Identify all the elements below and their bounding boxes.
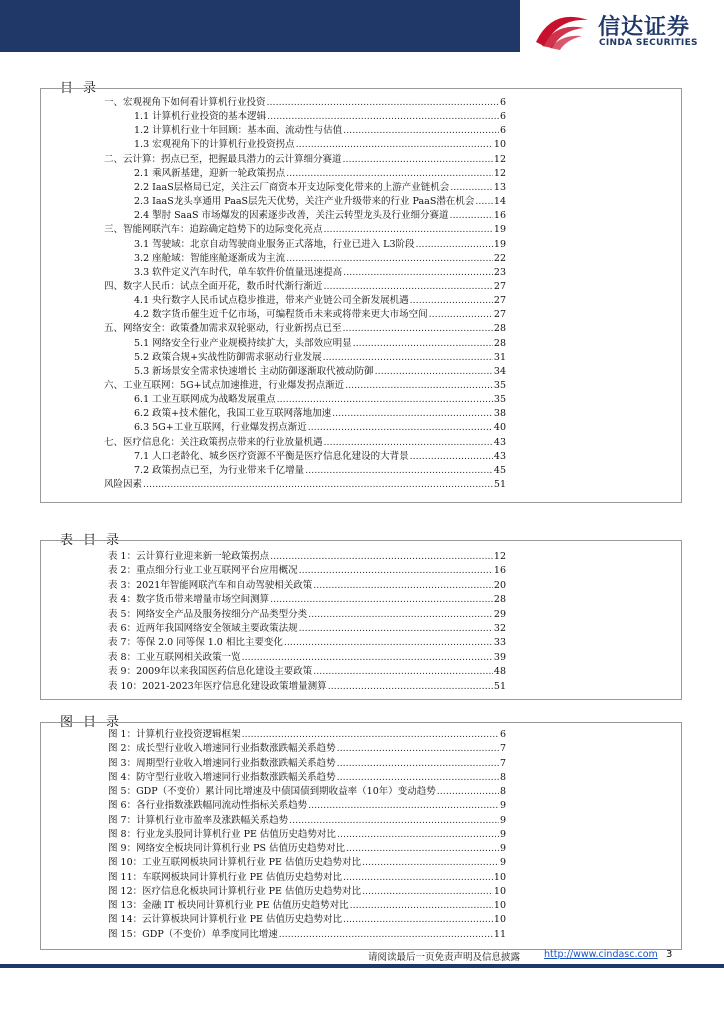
logo-chinese-name: 信达证券	[598, 15, 691, 40]
tables-entry[interactable]	[108, 665, 506, 678]
entry-page: 9	[499, 843, 506, 854]
dot-leader	[270, 593, 493, 606]
entry-page: 10	[493, 885, 506, 897]
contents-entry[interactable]	[104, 436, 506, 449]
entry-title: 图 4：防守型行业收入增速同行业指数涨跌幅关系趋势	[108, 771, 336, 783]
dot-leader	[475, 195, 493, 208]
contents-entry[interactable]	[104, 280, 506, 293]
entry-title: 图 14：云计算板块同计算机行业 PE 估值历史趋势对比	[108, 914, 342, 926]
contents-entry[interactable]	[134, 238, 506, 251]
entry-title: 2.2 IaaS层格局已定，关注云厂商资本开支边际变化带来的上游产业链机会	[134, 181, 450, 193]
entry-title: 6.3 5G+工业互联网，行业爆发拐点渐近	[134, 422, 307, 434]
tables-entry[interactable]	[108, 622, 506, 635]
entry-page: 8	[499, 786, 506, 797]
entry-title: 3.1 驾驶域：北京自动驾驶商业服务正式落地，行业已进入 L3阶段	[134, 238, 415, 250]
tables-entry[interactable]	[108, 651, 506, 664]
entry-page: 6	[499, 97, 506, 108]
tables-entry[interactable]	[108, 608, 506, 621]
dot-leader	[450, 209, 493, 222]
dot-leader	[410, 294, 493, 307]
page-number: 3	[666, 949, 673, 960]
entry-page: 12	[493, 551, 506, 562]
dot-leader	[362, 885, 493, 898]
contents-entry[interactable]	[104, 379, 506, 392]
entry-title: 5.2 政策合规+实战性防御需求驱动行业发展	[134, 351, 322, 363]
dot-leader	[343, 322, 493, 335]
entry-title: 表 4：数字货币带来增量市场空间测算	[108, 594, 270, 606]
entry-page: 12	[493, 153, 506, 165]
figures-section	[40, 714, 680, 940]
entry-page: 27	[493, 309, 506, 321]
entry-page: 43	[493, 436, 506, 448]
entry-title: 5.3 新场景安全需求快速增长 主动防御逐渐取代被动防御	[134, 365, 374, 377]
entry-title: 图 15：GDP（不变价）单季度同比增速	[108, 928, 278, 940]
entry-title: 2.1 乘风新基建，迎新一轮政策拐点	[134, 167, 286, 179]
entry-page: 48	[493, 666, 506, 678]
dot-leader	[429, 308, 493, 321]
entry-page: 9	[499, 814, 506, 826]
tables-entry[interactable]	[108, 550, 506, 563]
entry-title: 风险因素	[104, 479, 143, 491]
entry-title: 3.2 座舱域：智能座舱逐渐成为主流	[134, 252, 286, 264]
entry-title: 2.4 掣肘 SaaS 市场爆发的因素逐步改善，关注云转型龙头及行业细分赛道	[134, 210, 449, 222]
dot-leader	[299, 564, 493, 577]
entry-page: 20	[493, 579, 506, 591]
contents-entry[interactable]	[134, 167, 506, 180]
entry-title: 6.2 政策+技术催化，我国工业互联网落地加速	[134, 408, 332, 420]
dot-leader	[308, 799, 499, 812]
entry-title: 二、云计算：拐点已至，把握最具潜力的云计算细分赛道	[104, 153, 342, 165]
entry-page: 6	[499, 125, 506, 137]
entry-title: 2.3 IaaS龙头享通用 PaaS层先天优势，关注产业升级带来的行业 PaaS潜在机会	[134, 196, 475, 208]
dot-leader	[296, 138, 493, 151]
entry-title: 图 1：计算机行业投资逻辑框架	[108, 729, 241, 740]
contents-entry[interactable]	[104, 96, 506, 109]
disclaimer-text: 请阅读最后一页免责声明及信息披露	[368, 952, 521, 963]
figures-entry[interactable]	[108, 913, 506, 926]
entry-title: 图 7：计算机行业市盈率及涨跌幅关系趋势	[108, 814, 289, 826]
contents-entry[interactable]	[134, 365, 506, 378]
tables-entry[interactable]	[108, 579, 506, 592]
entry-page: 7	[499, 743, 506, 755]
entry-page: 28	[493, 337, 506, 349]
entry-page: 19	[493, 224, 506, 236]
contents-entry[interactable]	[134, 407, 506, 420]
contents-entry[interactable]	[134, 294, 506, 307]
entry-page: 6	[499, 729, 506, 740]
entry-page: 43	[493, 450, 506, 462]
dot-leader	[286, 167, 493, 180]
dot-leader	[299, 622, 493, 635]
dot-leader	[279, 928, 493, 941]
contents-entry[interactable]	[134, 138, 506, 151]
dot-leader	[362, 856, 499, 869]
dot-leader	[242, 728, 499, 741]
dot-leader	[416, 238, 493, 251]
entry-title: 1.3 宏观视角下的计算机行业投资拐点	[134, 139, 295, 151]
entry-page: 10	[493, 914, 506, 926]
entry-page: 19	[493, 238, 506, 250]
contents-entry[interactable]	[134, 464, 506, 477]
dot-leader	[289, 814, 499, 827]
contents-heading: 目录	[60, 81, 107, 96]
page-footer	[0, 946, 724, 966]
contents-entry[interactable]	[134, 450, 506, 463]
tables-entry[interactable]	[108, 593, 506, 606]
dot-leader	[337, 742, 499, 755]
dot-leader	[343, 266, 493, 279]
entry-title: 图 6：各行业指数涨跌幅同流动性指标关系趋势	[108, 800, 308, 812]
figures-entry[interactable]	[108, 856, 506, 869]
entry-title: 6.1 工业互联网成为战略发展重点	[134, 394, 276, 406]
contents-entry[interactable]	[134, 181, 506, 194]
entry-title: 表 10：2021-2023年医疗信息化建设政策增量测算	[108, 680, 327, 692]
contents-entry[interactable]	[134, 393, 506, 406]
dot-leader	[313, 579, 493, 592]
dot-leader	[337, 828, 499, 841]
dot-leader	[343, 124, 499, 137]
figures-entry[interactable]	[108, 771, 506, 784]
dot-leader	[450, 181, 493, 194]
tables-entry[interactable]	[108, 680, 506, 693]
entry-title: 表 8：工业互联网相关政策一览	[108, 651, 241, 663]
entry-page: 27	[493, 280, 506, 292]
entry-page: 22	[493, 252, 506, 264]
website-link[interactable]: http://www.cindasc.com	[544, 949, 658, 960]
figures-entry[interactable]	[108, 799, 506, 812]
entry-title: 表 3：2021年智能网联汽车和自动驾驶相关政策	[108, 579, 313, 591]
dot-leader	[286, 252, 493, 265]
dot-leader	[277, 393, 493, 406]
entry-page: 16	[493, 210, 506, 222]
entry-title: 一、宏观视角下如何看计算机行业投资	[104, 97, 266, 108]
entry-title: 图 12：医疗信息化板块同计算机行业 PE 估值历史趋势对比	[108, 885, 361, 897]
figures-entry[interactable]	[108, 814, 506, 827]
entry-page: 9	[499, 800, 506, 812]
entry-page: 10	[493, 871, 506, 883]
entry-page: 11	[493, 928, 506, 940]
contents-entry[interactable]	[104, 478, 506, 491]
figures-entry[interactable]	[108, 828, 506, 841]
figures-entry[interactable]	[108, 899, 506, 912]
entry-title: 表 6：近两年我国网络安全领域主要政策法规	[108, 623, 298, 634]
entry-title: 4.1 央行数字人民币试点稳步推进，带来产业链公司全新发展机遇	[134, 295, 409, 307]
figures-entry[interactable]	[108, 785, 506, 798]
entry-title: 表 1：云计算行业迎来新一轮政策拐点	[108, 551, 270, 562]
contents-entry[interactable]	[134, 124, 506, 137]
entry-page: 28	[493, 323, 506, 335]
entry-title: 表 5：网络安全产品及服务按细分产品类型分类	[108, 608, 308, 620]
entry-page: 32	[493, 623, 506, 634]
figures-entry[interactable]	[108, 728, 506, 741]
company-logo	[532, 10, 712, 54]
tables-heading: 表目录	[60, 533, 130, 548]
entry-page: 33	[493, 637, 506, 649]
dot-leader	[337, 771, 499, 784]
entry-title: 图 2：成长型行业收入增速同行业指数涨跌幅关系趋势	[108, 743, 336, 755]
entry-title: 图 13：金融 IT 板块同计算机行业 PE 估值历史趋势对比	[108, 900, 349, 911]
entry-title: 五、网络安全：政策叠加需求双轮驱动，行业新拐点已至	[104, 323, 342, 335]
entry-page: 9	[499, 857, 506, 869]
entry-page: 14	[493, 196, 506, 208]
dot-leader	[345, 379, 493, 392]
dot-leader	[346, 842, 499, 855]
contents-entry[interactable]	[134, 252, 506, 265]
dot-leader	[267, 110, 499, 123]
dot-leader	[410, 450, 493, 463]
entry-title: 1.1 计算机行业投资的基本逻辑	[134, 111, 267, 123]
contents-entry[interactable]	[134, 421, 506, 434]
entry-page: 12	[493, 167, 506, 179]
entry-page: 38	[493, 408, 506, 420]
entry-page: 51	[493, 680, 506, 692]
dot-leader	[343, 153, 493, 166]
entry-title: 图 5：GDP（不变价）累计同比增速及中债国债到期收益率（10年）变动趋势	[108, 786, 436, 797]
contents-entry[interactable]	[134, 209, 506, 222]
contents-entry[interactable]	[134, 337, 506, 350]
entry-page: 35	[493, 394, 506, 406]
entry-title: 图 11：车联网板块同计算机行业 PE 估值历史趋势对比	[108, 871, 342, 883]
entry-title: 7.1 人口老龄化、城乡医疗资源不平衡是医疗信息化建设的大背景	[134, 450, 409, 462]
entry-title: 表 2：重点细分行业工业互联网平台应用概况	[108, 565, 298, 577]
dot-leader	[242, 651, 493, 664]
dot-leader	[324, 223, 493, 236]
entry-title: 三、智能网联汽车：追踪确定趋势下的边际变化亮点	[104, 224, 323, 236]
entry-page: 7	[499, 757, 506, 769]
figures-entry[interactable]	[108, 871, 506, 884]
entry-page: 27	[493, 295, 506, 307]
dot-leader	[267, 96, 499, 109]
logo-english-name: CINDA SECURITIES	[599, 38, 698, 48]
dot-leader	[343, 913, 493, 926]
entry-page: 8	[499, 771, 506, 783]
dot-leader	[284, 636, 493, 649]
entry-page: 28	[493, 594, 506, 606]
entry-page: 51	[493, 479, 506, 491]
header-bar	[0, 0, 520, 52]
entry-title: 4.2 数字货币催生近千亿市场，可编程货币未来或将带来更大市场空间	[134, 309, 428, 321]
figures-entry[interactable]	[108, 885, 506, 898]
dot-leader	[270, 550, 493, 563]
tables-entry[interactable]	[108, 564, 506, 577]
entry-title: 七、医疗信息化：关注政策拐点带来的行业放量机遇	[104, 436, 323, 448]
dot-leader	[305, 464, 493, 477]
dot-leader	[353, 337, 493, 350]
entry-title: 图 8：行业龙头股同计算机行业 PE 估值历史趋势对比	[108, 828, 336, 840]
contents-entry[interactable]	[104, 153, 506, 166]
dot-leader	[337, 757, 499, 770]
contents-entry[interactable]	[134, 266, 506, 279]
entry-page: 10	[493, 139, 506, 151]
dot-leader	[143, 478, 493, 491]
contents-entry[interactable]	[134, 308, 506, 321]
tables-entry[interactable]	[108, 636, 506, 649]
dot-leader	[313, 665, 493, 678]
entry-title: 1.2 计算机行业十年回顾：基本面、流动性与估值	[134, 125, 343, 137]
footer-rule	[0, 964, 724, 968]
contents-entry[interactable]	[134, 195, 506, 208]
dot-leader	[437, 785, 499, 798]
entry-page: 34	[493, 365, 506, 377]
contents-section	[40, 80, 680, 491]
entry-title: 5.1 网络安全行业产业规模持续扩大，头部效应明显	[134, 337, 352, 349]
entry-page: 40	[493, 422, 506, 434]
dot-leader	[350, 899, 493, 912]
contents-entry[interactable]	[134, 351, 506, 364]
figures-entry[interactable]	[108, 928, 506, 941]
entry-title: 图 9：网络安全板块同计算机行业 PS 估值历史趋势对比	[108, 843, 346, 854]
entry-page: 6	[499, 111, 506, 123]
figures-entry[interactable]	[108, 742, 506, 755]
entry-page: 35	[493, 380, 506, 391]
dot-leader	[324, 436, 493, 449]
entry-title: 表 7：等保 2.0 同等保 1.0 相比主要变化	[108, 637, 283, 649]
entry-title: 图 3：周期型行业收入增速同行业指数涨跌幅关系趋势	[108, 757, 336, 769]
entry-page: 29	[493, 608, 506, 620]
dot-leader	[375, 365, 493, 378]
dot-leader	[343, 871, 493, 884]
entry-title: 四、数字人民币：试点全面开花，数币时代渐行渐近	[104, 280, 323, 292]
contents-entry[interactable]	[104, 322, 506, 335]
figures-entry[interactable]	[108, 842, 506, 855]
contents-entry[interactable]	[134, 110, 506, 123]
entry-page: 9	[499, 828, 506, 840]
dot-leader	[324, 280, 493, 293]
entry-title: 3.3 软件定义汽车时代，单车软件价值量迅速提高	[134, 266, 343, 278]
figures-entry[interactable]	[108, 757, 506, 770]
dot-leader	[328, 680, 493, 693]
cinda-logo-icon	[532, 12, 592, 52]
entry-page: 31	[493, 351, 506, 363]
entry-title: 7.2 政策拐点已至，为行业带来千亿增量	[134, 464, 305, 476]
dot-leader	[308, 421, 493, 434]
entry-page: 13	[493, 181, 506, 193]
entry-page: 23	[493, 266, 506, 278]
entry-page: 45	[493, 464, 506, 476]
dot-leader	[332, 407, 493, 420]
entry-page: 16	[493, 565, 506, 577]
entry-title: 图 10：工业互联网板块同计算机行业 PE 估值历史趋势对比	[108, 857, 361, 869]
figures-heading: 图目录	[60, 715, 130, 730]
entry-page: 39	[493, 651, 506, 663]
entry-title: 表 9：2009年以来我国医药信息化建设主要政策	[108, 666, 313, 678]
entry-title: 六、工业互联网：5G+试点加速推进，行业爆发拐点渐近	[104, 380, 345, 391]
dot-leader	[323, 351, 493, 364]
dot-leader	[308, 608, 493, 621]
contents-entry[interactable]	[104, 223, 506, 236]
entry-page: 10	[493, 900, 506, 911]
tables-section	[40, 532, 680, 692]
